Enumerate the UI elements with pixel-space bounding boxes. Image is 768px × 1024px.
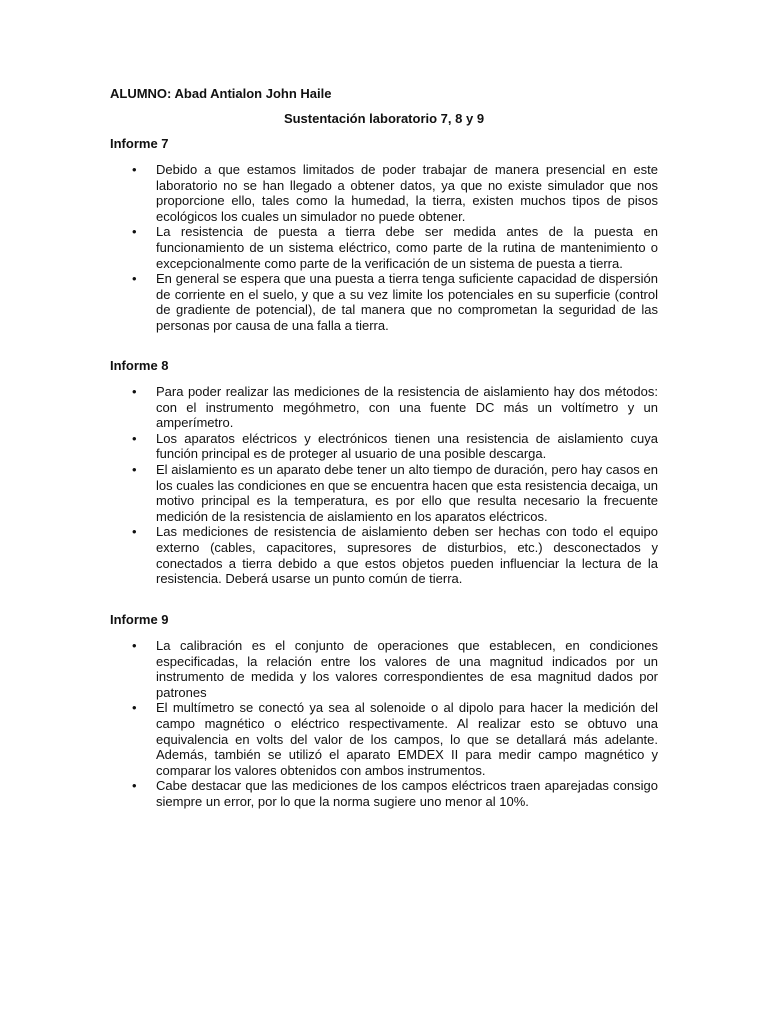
list-item-text: En general se espera que una puesta a tierra tenga suficiente capacidad de dispersión de corriente en el suelo, y que a su vez limite los potenciales en su superficie (control de gradiente de potencial), de tal manera que no comprometan la seguridad de las personas por causa de una falla a tierra. [156, 271, 658, 333]
bullet-icon: • [132, 162, 137, 177]
list-item-text: Las mediciones de resistencia de aislamiento deben ser hechas con todo el equipo externo (cables, capacitores, supresores de disturbios, etc.) desconectados y conectados a tierra debido a que estos objetos pueden influenciar la lectura de la resistencia. Deberá usarse un punto común de tierra. [156, 524, 658, 587]
list-item-text: Debido a que estamos limitados de poder trabajar de manera presencial en este laboratorio no se han llegado a obtener datos, ya que no existe simulador que nos proporcione ello, tales como la humedad, la tierra, existen muchos tipos de pisos ecológicos los cuales un simulador no puede obtener. [156, 162, 658, 224]
list-item [110, 778, 658, 809]
list-item [110, 224, 658, 271]
bullet-list [110, 384, 658, 587]
list-item [110, 700, 658, 778]
bullet-icon: • [132, 271, 137, 287]
list-item-text: El aislamiento es un aparato debe tener un alto tiempo de duración, pero hay casos en los cuales las condiciones en que se encuentra hacen que esta resistencia decaiga, un motivo principal es la temperatura, es por ello que resulta necesario la frecuente medición de la resistencia de aislamiento en los aparatos eléctricos. [156, 461, 658, 524]
bullet-icon: • [132, 224, 137, 240]
bullet-icon: • [132, 700, 137, 716]
bullet-icon: • [132, 778, 137, 794]
list-item [110, 524, 658, 586]
bullet-list [110, 638, 658, 810]
list-item [110, 431, 658, 462]
section-informe-8 [110, 358, 658, 587]
bullet-icon: • [132, 524, 137, 540]
section-informe-7 [110, 136, 658, 334]
bullet-list [110, 162, 658, 334]
list-item [110, 162, 658, 224]
list-item-text: Para poder realizar las mediciones de la resistencia de aislamiento hay dos métodos: con el instrumento megóhmetro, con una fuente DC más un voltímetro y un amperímetro. [156, 384, 658, 431]
list-item [110, 384, 658, 431]
list-item [110, 462, 658, 524]
bullet-icon: • [132, 461, 137, 477]
bullet-icon: • [132, 638, 137, 653]
list-item [110, 271, 658, 333]
section-heading: Informe 7 [110, 136, 169, 151]
bullet-icon: • [132, 430, 137, 446]
list-item-text: Los aparatos eléctricos y electrónicos tienen una resistencia de aislamiento cuya función principal es de proteger al usuario de una posible descarga. [156, 430, 658, 462]
list-item-text: Cabe destacar que las mediciones de los campos eléctricos traen aparejadas consigo siempre un error, por lo que la norma sugiere uno menor al 10%. [156, 778, 658, 809]
list-item [110, 638, 658, 700]
student-name: ALUMNO: Abad Antialon John Haile [110, 86, 332, 101]
list-item-text: El multímetro se conectó ya sea al solenoide o al dipolo para hacer la medición del campo magnético o eléctrico respectivamente. Al realizar esto se obtuvo una equivalencia en volts del valor de los campos, lo que se detallará más adelante. Además, también se utilizó el aparato EMDEX II para medir campo magnético y comparar los valores obtenidos con ambos instrumentos. [156, 700, 658, 778]
bullet-icon: • [132, 384, 137, 399]
list-item-text: La calibración es el conjunto de operaciones que establecen, en condiciones especificadas, la relación entre los valores de una magnitud indicados por un instrumento de medida y los valores correspondientes de esa magnitud dados por patrones [156, 638, 658, 700]
document-title: Sustentación laboratorio 7, 8 y 9 [283, 111, 485, 126]
section-informe-9 [110, 612, 658, 810]
list-item-text: La resistencia de puesta a tierra debe ser medida antes de la puesta en funcionamiento de un sistema eléctrico, como parte de la rutina de mantenimiento o excepcionalmente como parte de la verificación de un sistema de puesta a tierra. [156, 224, 658, 271]
section-heading: Informe 9 [110, 612, 169, 627]
section-heading: Informe 8 [110, 358, 169, 373]
